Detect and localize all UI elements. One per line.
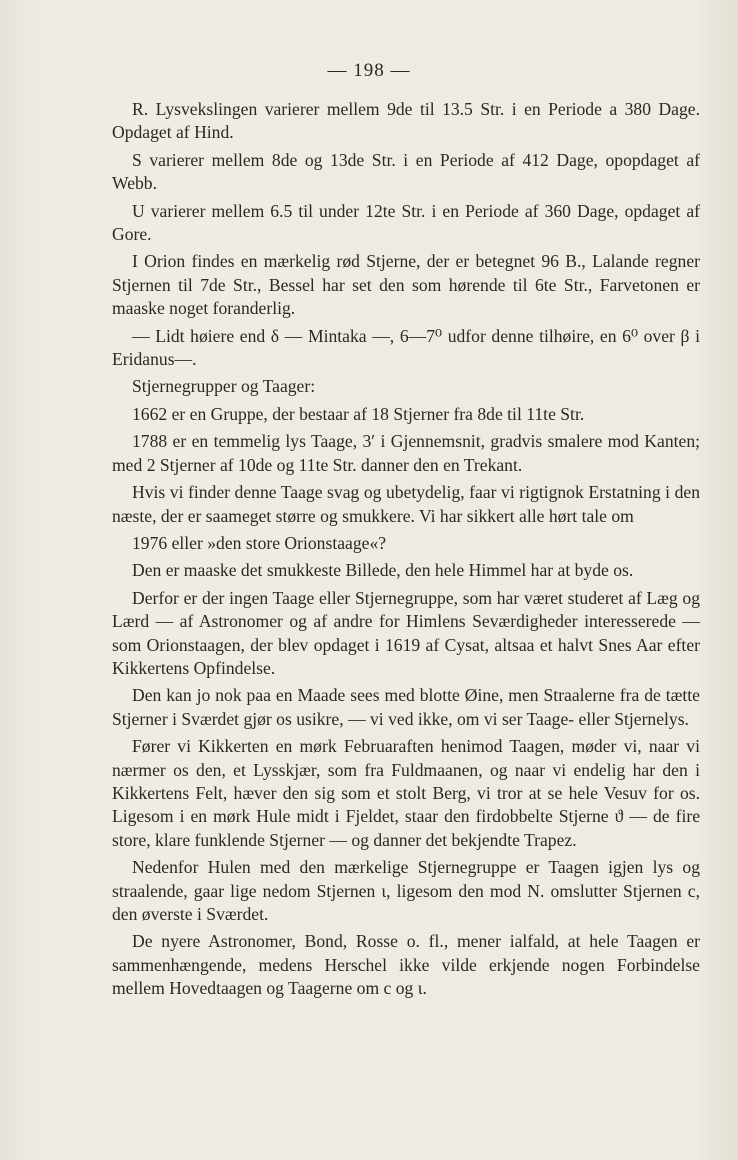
paragraph: Hvis vi finder denne Taage svag og ubetydelig, faar vi rigtignok Erstatning i den næste, der er saameget større og smukkere. Vi har sikkert alle hørt tale om xyxy=(112,482,700,526)
paragraph: 1976 eller »den store Orionstaage«? xyxy=(132,532,387,553)
body-text xyxy=(112,98,700,1005)
paragraph: S varierer mellem 8de og 13de Str. i en Periode af 412 Dage, opopdaget af Webb. xyxy=(112,149,700,194)
paragraph: U varierer mellem 6.5 til under 12te Str. i en Periode af 360 Dage, opdaget af Gore. xyxy=(112,200,700,245)
paragraph: — Lidt høiere end δ — Mintaka —, 6—7⁰ udfor denne tilhøire, en 6⁰ over β i Eridanus—. xyxy=(112,325,700,370)
section-heading: Stjernegrupper og Taager: xyxy=(132,376,316,397)
paragraph: De nyere Astronomer, Bond, Rosse o. fl., mener ialfald, at hele Taagen er sammenhængende, medens Herschel ikke vilde erkjende nogen Forbindelse mellem Hovedtaagen og Taagerne om c og ι. xyxy=(112,931,700,999)
paragraph: 1788 er en temmelig lys Taage, 3′ i Gjennemsnit, gradvis smalere mod Kanten; med 2 Stjerner af 10de og 11te Str. danner den en Trekant. xyxy=(112,431,700,475)
paragraph: Den kan jo nok paa en Maade sees med blotte Øine, men Straalerne fra de tætte Stjerner i Sværdet gjør os usikre, — vi ved ikke, om vi ser Taage- eller Stjernelys. xyxy=(112,685,700,729)
paragraph: Derfor er der ingen Taage eller Stjernegruppe, som har været studeret af Læg og Lærd — af Astronomer og af andre for Himlens Seværdigheder interesserede — som Orionstaagen, der blev opdaget i 1619 af Cysat, altsaa et halvt Snes Aar efter Kikkertens Opfindelse. xyxy=(112,587,700,678)
paragraph: I Orion findes en mærkelig rød Stjerne, der er betegnet 96 B., Lalande regner Stjernen til 7de Str., Bessel har set den som hørende til 6te Str., Farvetonen er maaske noget foranderlig. xyxy=(112,251,700,319)
paragraph: Nedenfor Hulen med den mærkelige Stjernegruppe er Taagen igjen lys og straalende, gaar lige nedom Stjernen ι, ligesom den mod N. omslutter Stjernen c, den øverste i Sværdet. xyxy=(112,857,700,924)
paragraph: Den er maaske det smukkeste Billede, den hele Himmel har at byde os. xyxy=(132,560,634,581)
page-number: — 198 — xyxy=(327,60,411,81)
paragraph: Fører vi Kikkerten en mørk Februaraften henimod Taagen, møder vi, naar vi nærmer os den, et Lysskjær, som fra Fuldmaanen, og naar vi endelig har den i Kikkertens Felt, hæver den sig som et stolt Berg, vi tror at se hele Vesuv for os. Ligesom i en mørk Hule midt i Fjeldet, staar den firdobbelte Stjerne ϑ — de fire store, klare funklende Stjerner — og danner det bekjendte Trapez. xyxy=(112,736,700,850)
paragraph: R. Lysvekslingen varierer mellem 9de til 13.5 Str. i en Periode a 380 Dage. Opdaget af Hind. xyxy=(112,99,700,143)
paragraph: 1662 er en Gruppe, der bestaar af 18 Stjerner fra 8de til 11te Str. xyxy=(132,403,585,424)
